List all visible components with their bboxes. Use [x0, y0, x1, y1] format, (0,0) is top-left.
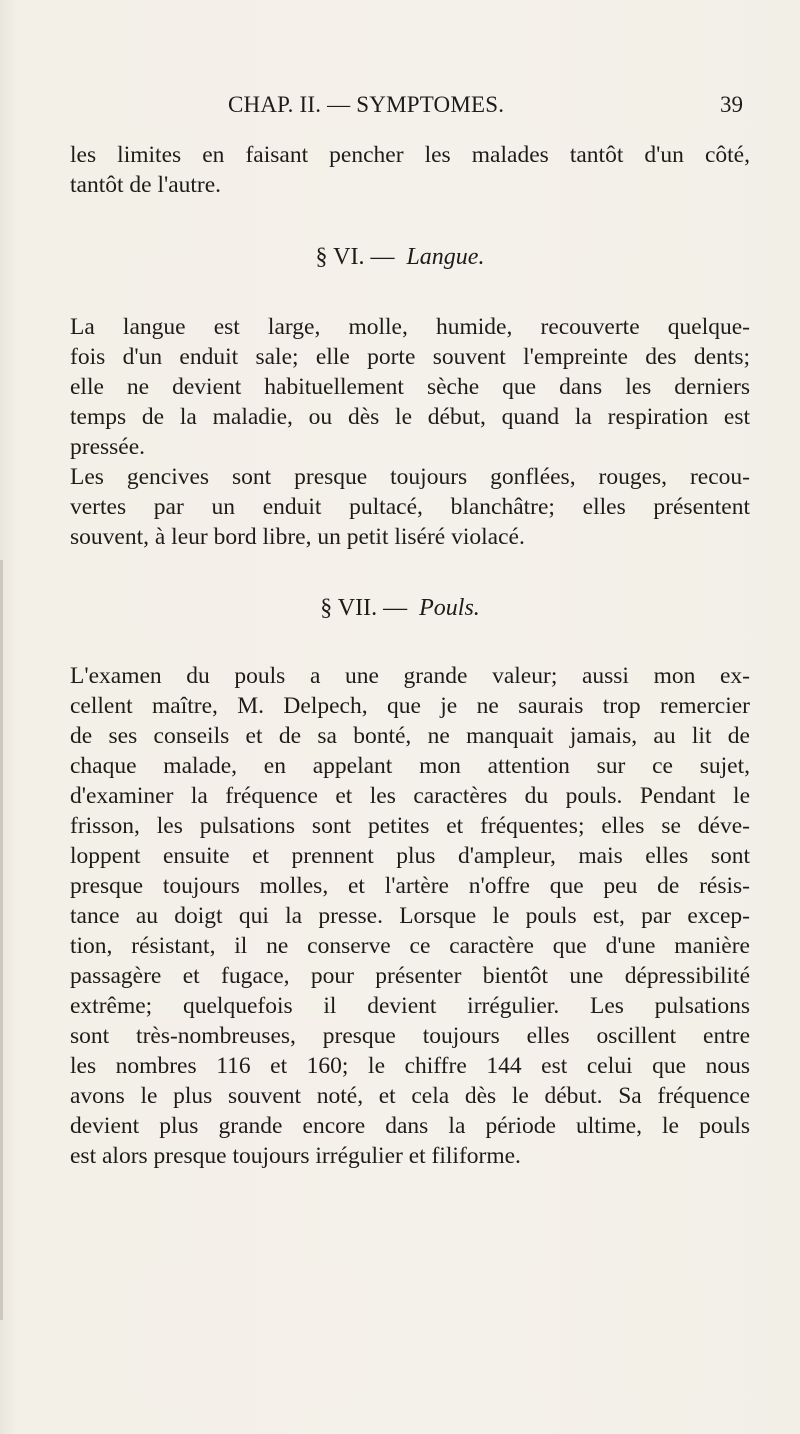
text-line: temps de la maladie, ou dès le début, quand la respiration est	[70, 404, 750, 430]
text-line: les nombres 116 et 160; le chiffre 144 est celui que nous	[70, 1053, 750, 1079]
text-line: tance au doigt qui la presse. Lorsque le pouls est, par excep-	[70, 903, 750, 929]
text-line: passagère et fugace, pour présenter bientôt une dépressibilité	[70, 963, 750, 989]
text-line: cellent maître, M. Delpech, que je ne saurais trop remercier	[70, 693, 750, 719]
text-line: avons le plus souvent noté, et cela dès le début. Sa fréquence	[70, 1083, 750, 1109]
section-number: § VI. —	[315, 244, 395, 270]
text-line: tion, résistant, il ne conserve ce caractère que d'une manière	[70, 933, 750, 959]
text-line: fois d'un enduit sale; elle porte souvent l'empreinte des dents;	[70, 344, 750, 370]
text-line: souvent, à leur bord libre, un petit liséré violacé.	[70, 524, 525, 550]
running-head: CHAP. II. — SYMPTOMES.	[228, 92, 505, 117]
section-title: Pouls.	[419, 595, 480, 621]
text-line: tantôt de l'autre.	[70, 172, 222, 198]
text-line: d'examiner la fréquence et les caractères du pouls. Pendant le	[70, 783, 750, 809]
text-line: elle ne devient habituellement sèche que dans les derniers	[70, 374, 750, 400]
text-line: extrême; quelquefois il devient irrégulier. Les pulsations	[70, 993, 750, 1019]
section-heading-vii	[0, 595, 800, 622]
text-line: est alors presque toujours irrégulier et filiforme.	[70, 1143, 521, 1169]
text-line: L'examen du pouls a une grande valeur; aussi mon ex-	[70, 663, 750, 689]
text-line: La langue est large, molle, humide, recouverte quelque-	[70, 314, 750, 340]
text-line: frisson, les pulsations sont petites et fréquentes; elles se déve-	[70, 813, 750, 839]
text-line: pressée.	[70, 434, 146, 460]
binding-edge-shadow	[0, 560, 3, 1320]
section-title: Langue.	[406, 244, 485, 270]
text-line: loppent ensuite et prennent plus d'ampleur, mais elles sont	[70, 843, 750, 869]
section-heading-vi	[0, 244, 800, 271]
text-line: Les gencives sont presque toujours gonflées, rouges, recou-	[70, 464, 750, 490]
text-line: presque toujours molles, et l'artère n'offre que peu de résis-	[70, 873, 750, 899]
text-line: chaque malade, en appelant mon attention sur ce sujet,	[70, 753, 750, 779]
section-number: § VII. —	[320, 595, 408, 621]
page-number: 39	[720, 92, 743, 117]
text-line: sont très-nombreuses, presque toujours elles oscillent entre	[70, 1023, 750, 1049]
text-line: vertes par un enduit pultacé, blanchâtre; elles présentent	[70, 494, 750, 520]
text-line: les limites en faisant pencher les malades tantôt d'un côté,	[70, 142, 750, 168]
text-line: de ses conseils et de sa bonté, ne manquait jamais, au lit de	[70, 723, 750, 749]
text-line: devient plus grande encore dans la période ultime, le pouls	[70, 1113, 750, 1139]
